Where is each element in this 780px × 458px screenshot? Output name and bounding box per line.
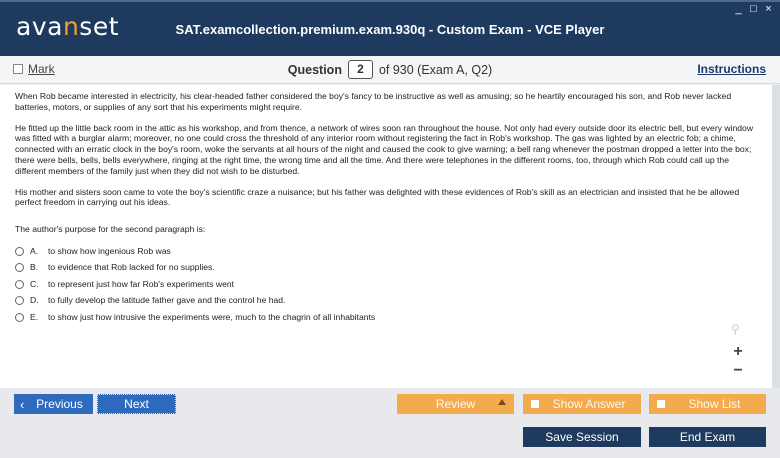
answer-option-a[interactable] [15,243,757,260]
option-letter: E. [30,311,39,322]
next-button[interactable] [97,394,176,414]
magnifier-icon: ⚲ [731,322,740,336]
option-text: to evidence that Rob lacked for no supplies. [48,262,215,273]
mark-label[interactable]: Mark [28,62,55,76]
question-word: Question [287,62,342,77]
zoom-out-button[interactable]: − [726,362,750,380]
show-list-button[interactable] [649,394,766,414]
window-controls [733,4,774,15]
instructions-link[interactable]: Instructions [697,62,766,76]
option-letter: C. [30,278,39,289]
option-text: to represent just how far Rob's experiments went [48,278,235,289]
radio-icon[interactable] [15,247,24,256]
zoom-in-button[interactable]: + [726,343,750,361]
minimize-icon[interactable]: _ [735,3,742,15]
passage-paragraph-2: He fitted up the little back room in the attic as his workshop, and from thence, a network of wires soon ran throughout the house. Not only had every outside door its electric bell, but every window was fitted with a burglar alarm; moreover, no one could cross the threshold of any interior room without registering the fact in Rob's workshop. The gas was lighted by an electric fob; a chime, connected with an erratic clock in the boy's room, woke the servants at all hours of the night and caused the cook to give warning; a bell rang whenever the postman dropped a letter into the box; there were bells, bells, bells everywhere, ringing at the right time, the wrong time and all the time. And there were telephones in the different rooms, too, through which Rob could call up the different members of the family just when they did not wish to be disturbed. [15,122,754,176]
vertical-scrollbar[interactable] [772,85,780,388]
question-count: of 930 (Exam A, Q2) [378,62,493,77]
passage-paragraph-3: His mother and sisters soon came to vote the boy's scientific craze a nuisance; but his father was delighted with these evidences of Rob's skill as an electrician and insisted that he be allowed perfect freedom in carrying out his ideas. [15,186,740,208]
checkbox-icon [657,400,665,408]
option-text: to show how ingenious Rob was [48,245,171,256]
radio-icon[interactable] [15,313,24,322]
answer-option-b[interactable] [15,259,757,276]
option-text: to show just how intrusive the experiments were, much to the chagrin of all inhabitants [48,311,376,322]
maximize-icon[interactable]: □ [750,3,757,15]
option-letter: B. [30,262,39,273]
show-answer-button[interactable] [523,394,641,414]
footer-toolbar [0,388,780,458]
checkbox-icon [531,400,539,408]
option-letter: A. [30,245,39,256]
answer-option-d[interactable] [15,292,757,309]
previous-button[interactable] [14,394,93,414]
radio-icon[interactable] [15,263,24,272]
passage-paragraph-1: When Rob became interested in electricity, his clear-headed father considered the boy's fancy to be instructive as well as amusing; so he heartily encouraged his son, and Rob never lacked batteries, motors, or supplies of any sort that his experiments might require. [15,91,732,112]
window-title: SAT.examcollection.premium.exam.930q - Custom Exam - VCE Player [175,22,605,37]
caret-up-icon [498,399,506,405]
radio-icon[interactable] [15,296,24,305]
close-icon[interactable]: × [765,3,772,15]
option-text: to fully develop the latitude father gave and the control he had. [48,295,286,306]
title-bar [0,0,780,56]
next-label: Next [124,397,149,411]
question-bar [0,56,780,84]
chevron-left-icon: ‹ [20,397,25,412]
answer-option-e[interactable] [15,309,757,326]
question-prompt: The author's purpose for the second paragraph is: [15,224,206,235]
answer-option-c[interactable] [15,276,757,293]
app-logo: avanset [16,12,120,41]
question-number-input[interactable]: 2 [348,60,373,79]
previous-label: Previous [36,397,83,411]
end-exam-button[interactable]: End Exam [649,427,766,447]
review-button[interactable] [397,394,514,414]
option-letter: D. [30,295,39,306]
question-navigator [0,60,780,79]
show-answer-label: Show Answer [552,397,626,411]
review-label: Review [435,397,476,411]
show-list-label: Show List [688,397,741,411]
question-content [0,85,772,388]
radio-icon[interactable] [15,280,24,289]
save-session-button[interactable]: Save Session [523,427,641,447]
